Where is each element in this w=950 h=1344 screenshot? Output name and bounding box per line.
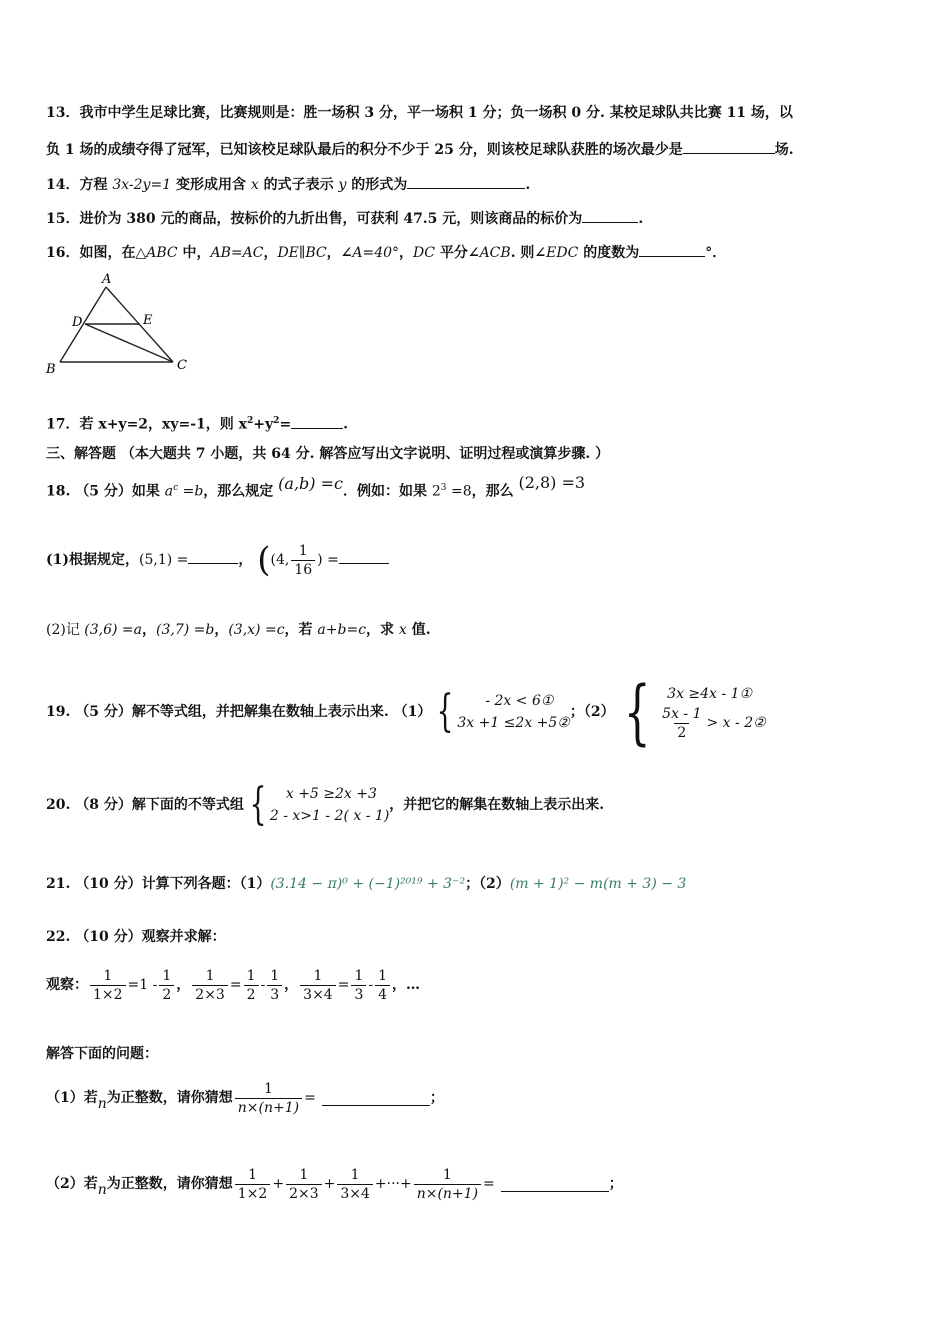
obs-frac3 [300, 967, 336, 1004]
frac-den: 3×4 [337, 1184, 373, 1203]
q16-t1: 16．如图，在△ [46, 245, 147, 261]
q18-p1-m1: (5,1) = [139, 552, 189, 568]
q19-system1 [431, 686, 570, 737]
q18-p1-frac [291, 542, 315, 579]
q22-p2-frac4 [414, 1166, 481, 1203]
q18-p2-m4: a+b=c [317, 622, 367, 638]
system2-rows [657, 683, 766, 742]
frac-num: 1 [162, 967, 172, 984]
q16-dc: DC [413, 245, 435, 261]
frac-den: 3 [351, 985, 366, 1004]
obs-t1: =1 - [127, 977, 158, 993]
q18-p1-blank2[interactable] [339, 549, 389, 564]
frac-num: 1 [263, 1080, 273, 1097]
q14-t2: 变形成用含 [171, 177, 251, 193]
q22-p1-t2: 为正整数，请你猜想 [106, 1090, 233, 1106]
q22-p1-t1: （1）若 [46, 1090, 98, 1106]
q16-t8: 的度数为 [578, 245, 640, 261]
q16-t9: °． [705, 245, 727, 261]
q15-t2: . [638, 211, 644, 227]
q13-text2: 负 1 场的成绩夺得了冠军，已知该校足球队最后的积分不少于 25 分，则该校足球队获胜的场次最少是 [46, 142, 683, 158]
frac-den: n×(n+1) [414, 1184, 481, 1203]
frac-num: 1 [103, 967, 113, 984]
frac-den: 2×3 [286, 1184, 322, 1203]
q18-m5: =8 [446, 483, 472, 500]
q16-t2: 中， [177, 245, 211, 261]
q18-p2-m5: x [398, 622, 407, 638]
q14-blank[interactable] [407, 174, 525, 189]
q18-m3: (a,b) =c [278, 473, 343, 493]
frac-num: 1 [378, 967, 388, 984]
q16-t3: ， [263, 245, 278, 261]
answer-label: 解答下面的问题： [46, 1046, 158, 1062]
q22-p2-t3: ； [608, 1176, 623, 1192]
system1-rows [457, 690, 570, 734]
obs-t3: = [337, 977, 350, 993]
label-b: B [46, 362, 56, 377]
frac-num: 1 [248, 1166, 258, 1183]
frac-num: 1 [298, 542, 308, 559]
plus-3: +···+ [374, 1176, 412, 1192]
q20-row2: 2 - x>1 - 2( x - 1) [269, 808, 390, 824]
q21-t1: 21. （10 分）计算下列各题：（1） [46, 876, 271, 892]
q18-sup4: 3 [440, 483, 447, 493]
label-a: A [102, 272, 112, 287]
frac-den: 2×3 [192, 985, 228, 1004]
label-d: D [72, 315, 83, 330]
brace-icon: { [623, 671, 651, 753]
q22-p1-t3: ； [429, 1090, 444, 1106]
frac-den: 4 [375, 985, 390, 1004]
q15-blank[interactable] [582, 208, 638, 223]
frac-den: 1×2 [235, 1184, 271, 1203]
q20-row1: x +5 ≥2x +3 [285, 786, 377, 802]
frac-den: 2 [159, 985, 174, 1004]
q18-p2-t4: ，若 [284, 622, 318, 638]
q22-p2-n: n [97, 1182, 107, 1198]
frac-num: 5x - 1 [662, 705, 702, 722]
q21-line [46, 874, 686, 894]
q14-eq: 3x-2y=1 [112, 177, 172, 193]
q18-m6: (2,8) =3 [518, 472, 586, 492]
q17-t1: 17．若 x+y=2，xy=-1，则 x [46, 416, 248, 433]
q18-m1: a [164, 483, 174, 500]
observe-label: 观察： [46, 977, 88, 993]
q15-line [46, 208, 643, 229]
q18-part2 [46, 618, 431, 642]
frac-num: 1 [313, 967, 323, 984]
q22-p1-frac [235, 1080, 302, 1117]
frac-den: n×(n+1) [235, 1098, 302, 1117]
q18-p1-m3: ) = [317, 552, 339, 568]
q17-blank[interactable] [291, 414, 343, 429]
q22-observe: 观察： $\frac{1}{1\times 2}$ =1 - $\frac{1}{2}$ ， $\frac{1}{2\times 3}$ = $\frac{1}{2}$ - $\frac{1}{3}$ ， $\frac{1}{3\times 4}$ = $\frac{1}{3}$ - $\frac{1}{4}$ ，… [46, 967, 421, 1003]
q13-text3: 场. [774, 142, 794, 158]
q14-line [46, 174, 530, 195]
section3-heading [46, 444, 609, 464]
q22-p2-t2: 为正整数，请你猜想 [106, 1176, 233, 1192]
frac-num: 1 [246, 967, 256, 984]
q21-expr2: (m + 1)² − m(m + 3) − 3 [509, 876, 687, 892]
s1-row2: 3x +1 ≤2x +5② [457, 715, 570, 731]
q16-line [46, 242, 726, 263]
q14-t5: . [525, 177, 531, 193]
plus-1: + [272, 1176, 285, 1192]
obs-t2b: - [260, 977, 266, 993]
q17-t4: . [343, 416, 349, 433]
q13-blank[interactable] [683, 139, 775, 154]
paren-left: ( [257, 540, 271, 580]
q20-rows [270, 783, 389, 827]
obs-frac1 [90, 967, 126, 1004]
q18-line [46, 472, 586, 502]
frac-num: 1 [205, 967, 215, 984]
q22-p2-blank[interactable] [501, 1177, 609, 1192]
s2-row2 [657, 705, 766, 742]
obs-third1 [267, 967, 282, 1004]
q17-sup2: 2 [273, 416, 280, 426]
q16-t4: ，∠ [326, 245, 353, 261]
q20-t2: ，并把它的解集在数轴上表示出来. [389, 797, 605, 813]
frac-num: 1 [299, 1166, 309, 1183]
frac-den: 3 [267, 985, 282, 1004]
q20-line [46, 778, 604, 832]
s1-row1: - 2x < 6① [485, 693, 554, 709]
q20-t1: 20. （8 分）解下面的不等式组 [46, 797, 244, 813]
label-e: E [143, 313, 153, 328]
q16-blank[interactable] [639, 242, 705, 257]
q18-p2-m1: (3,6) =a [84, 622, 142, 638]
q20-system [244, 779, 390, 830]
triangle-figure [42, 272, 202, 378]
q16-t6: 平分∠ [434, 245, 480, 261]
q18-t4: ，那么 [471, 483, 519, 500]
q13-line2 [46, 139, 794, 160]
q22-p2-frac2 [286, 1166, 322, 1203]
q22-answer-heading [46, 1044, 158, 1064]
q18-p2-t1: (2)记 [46, 622, 85, 638]
q18-p1-blank1[interactable] [188, 549, 238, 564]
q18-p1-expr [257, 540, 339, 580]
q22-part1 [46, 1074, 444, 1122]
q22-p1-n: n [97, 1096, 107, 1112]
frac-num: 1 [350, 1166, 360, 1183]
q18-p2-m2: (3,7) =b [156, 622, 215, 638]
q18-p1-t1: (1)根据规定， [46, 552, 139, 568]
frac-den: 2 [244, 985, 259, 1004]
q14-y: y [338, 177, 347, 193]
q22-p2-t1: （2）若 [46, 1176, 98, 1192]
frac-den: 1×2 [90, 985, 126, 1004]
obs-t2: = [229, 977, 242, 993]
q18-p2-t5: ，求 [366, 622, 399, 638]
frac-den: 2 [674, 723, 689, 742]
q18-sup: c [173, 483, 179, 493]
q19-t1: 19. （5 分）解不等式组，并把解集在数轴上表示出来. （1） [46, 704, 432, 720]
q21-expr1: (3.14 − π)⁰ + (−1)²⁰¹⁹ + 3⁻² [270, 876, 466, 892]
obs-third2 [351, 967, 366, 1004]
q16-t5: ， [399, 245, 414, 261]
q22-p2-eq: = [483, 1176, 495, 1192]
q19-system2 [615, 671, 766, 753]
q22-p1-blank[interactable] [322, 1091, 430, 1106]
brace-icon: { [249, 779, 267, 830]
q16-t7: . 则∠ [510, 245, 547, 261]
q19-line [46, 672, 766, 752]
q17-sup1: 2 [247, 416, 254, 426]
q18-m2: =b [178, 483, 204, 500]
q18-part1 [46, 540, 389, 580]
q18-p2-t2: ， [142, 622, 156, 638]
q14-t3: 的式子表示 [258, 177, 339, 193]
obs-half2 [244, 967, 259, 1004]
q18-t1: 18. （5 分）如果 [46, 483, 165, 500]
q17-line [46, 411, 348, 435]
q16-acb: ACB [479, 245, 511, 261]
q16-ab: AB=AC [210, 245, 264, 261]
q18-p2-t3: ， [214, 622, 229, 638]
q16-edc: EDC [546, 245, 579, 261]
obs-t3b: - [368, 977, 374, 993]
segment-dc [85, 324, 173, 362]
q13-text1: 13．我市中学生足球比赛，比赛规则是：胜一场积 3 分，平一场积 1 分；负一场积 0 分. 某校足球队共比赛 11 场，以 [46, 105, 793, 121]
q17-t2: +y [253, 416, 274, 433]
q22-p2-frac1 [235, 1166, 271, 1203]
q22-p2-frac3 [337, 1166, 373, 1203]
q17-t3: = [279, 416, 292, 433]
q18-p1-m2: (4, [270, 552, 290, 568]
plus-2: + [323, 1176, 336, 1192]
q18-m4: 2 [431, 483, 441, 500]
q22-t1: 22. （10 分）观察并求解： [46, 929, 226, 945]
label-c: C [177, 358, 187, 373]
frac-den: 16 [291, 560, 315, 579]
q13-line1 [46, 103, 793, 123]
q16-ang: A=40° [352, 245, 400, 261]
s2-rest: > x - 2② [706, 715, 766, 731]
q18-p1-t2: ， [238, 552, 253, 568]
q16-de: DE∥BC [277, 245, 327, 261]
q21-t2: ；（2） [465, 876, 510, 892]
q18-p2-m3: (3,x) =c [228, 622, 285, 638]
frac-num: 1 [270, 967, 280, 984]
q22-part2 [46, 1160, 623, 1208]
obs-frac2 [192, 967, 228, 1004]
q16-abc: ABC [146, 245, 178, 261]
q18-t2: ，那么规定 [203, 483, 279, 500]
q18-p2-t6: 值. [406, 622, 431, 638]
obs-dots: ，… [392, 977, 421, 993]
brace-icon: { [436, 686, 454, 737]
section3-text: 三、解答题 （本大题共 7 小题，共 64 分. 解答应写出文字说明、证明过程或演算步骤. ） [46, 446, 610, 462]
s2-row1: 3x ≥4x - 1① [667, 685, 753, 702]
q14-t1: 14．方程 [46, 177, 113, 193]
q14-t4: 的形式为 [346, 177, 408, 193]
frac-num: 1 [354, 967, 364, 984]
q19-t2: ；（2） [569, 704, 615, 720]
q22-heading [46, 927, 226, 947]
obs-quarter [375, 967, 390, 1004]
q18-t3: ．例如：如果 [342, 483, 432, 500]
q15-t1: 15．进价为 380 元的商品，按标价的九折出售，可获利 47.5 元，则该商品的标价为 [46, 211, 583, 227]
q22-p1-eq: = [304, 1090, 316, 1106]
obs-half1 [159, 967, 174, 1004]
frac-den: 3×4 [300, 985, 336, 1004]
s2-frac [659, 705, 704, 742]
frac-num: 1 [442, 1166, 452, 1183]
q14-x: x [250, 177, 259, 193]
